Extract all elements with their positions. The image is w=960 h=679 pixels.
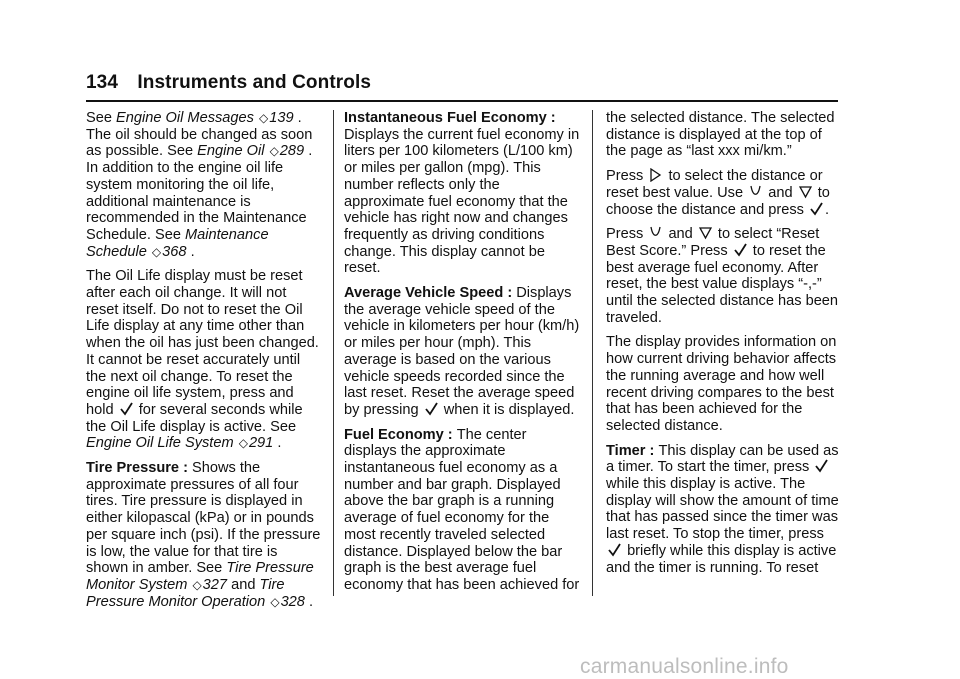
- body-text: The display provides information on how current driving behavior affects the running average and how well recent driving compares to the best that has been achieved for the selected distance.: [606, 334, 837, 434]
- checkmark-icon: [120, 402, 133, 416]
- body-text: and: [227, 576, 260, 593]
- triangle-down-icon: [699, 226, 712, 240]
- paragraph: [606, 226, 842, 326]
- cross-reference[interactable]: Tire Pressure Monitor System: [86, 560, 314, 593]
- page-ref-icon: ◇: [192, 577, 202, 592]
- body-text: briefly while this display is active and the timer is running. To reset: [606, 542, 837, 576]
- body-text: the selected distance. The selected distance is displayed at the top of the page as “last xxx mi/km.”: [606, 110, 835, 160]
- body-text: Displays the average vehicle speed of the vehicle in kilometers per hour (km/h) or miles per hour (mph). This average is based on the various vehicle speeds recorded since the last reset. Reset the average speed by pressing: [344, 285, 580, 418]
- body-text: .: [273, 435, 282, 452]
- paragraph: [606, 443, 842, 577]
- cross-reference[interactable]: Engine Oil: [197, 143, 265, 160]
- body-text: See: [86, 110, 117, 126]
- paragraph: [606, 110, 842, 160]
- body-text: to reset the best average fuel economy. After reset, the best value displays “-,-” until the selected distance has been traveled.: [606, 242, 839, 326]
- body-text: Displays the current fuel economy in liters per 100 kilometers (L/100 km) or miles per gallon (mpg). This number reflects only the approximate fuel economy that the vehicle has right now and changes frequently as driving conditions change. This display cannot be reset.: [344, 126, 580, 277]
- thumbwheel-up-icon: [649, 226, 662, 240]
- term-heading: Timer :: [606, 442, 659, 459]
- body-text: when it is displayed.: [443, 401, 575, 418]
- page-header: [86, 72, 371, 94]
- checkmark-icon: [734, 243, 747, 257]
- body-text: .: [186, 243, 195, 260]
- checkmark-icon: [425, 402, 438, 416]
- page-ref-icon: ◇: [269, 144, 279, 159]
- body-text: The center displays the approximate instantaneous fuel economy as a number and bar graph. Displayed above the bar graph is a running average of fuel economy for the most recently traveled selected distance. Displayed below the bar graph is the best average fuel economy that has been achieved for: [344, 426, 580, 593]
- page-ref-icon: ◇: [151, 244, 162, 259]
- body-text: to choose the distance and press: [606, 184, 830, 218]
- page-reference[interactable]: 139: [269, 110, 294, 126]
- body-text: . The oil should be changed as soon as possible. See: [86, 110, 313, 160]
- paragraph: [344, 110, 580, 277]
- page-ref-icon: ◇: [270, 594, 280, 609]
- thumbwheel-up-icon: [749, 185, 762, 199]
- page-reference[interactable]: 289: [279, 143, 305, 160]
- body-text: Press: [606, 226, 644, 243]
- checkmark-icon: [608, 543, 621, 557]
- column-right: [606, 110, 842, 584]
- page-reference[interactable]: 327: [202, 576, 228, 593]
- paragraph: [86, 110, 322, 260]
- body-text: and: [768, 184, 793, 201]
- column-divider: [592, 110, 593, 596]
- body-text: to select the distance or reset best value. Use: [606, 168, 823, 201]
- body-text: Shows the approximate pressures of all four tires. Tire pressure is displayed in either kilopascal (kPa) or in pounds per square inch (psi). If the pressure is low, the value for that tire is shown in amber. See: [86, 460, 321, 577]
- term-heading: Fuel Economy :: [344, 426, 457, 443]
- page-ref-icon: ◇: [238, 436, 248, 451]
- paragraph: [86, 460, 322, 610]
- paragraph: [344, 285, 580, 419]
- paragraph: [606, 334, 842, 434]
- watermark: carmanualsonline.info: [580, 655, 789, 678]
- cross-reference[interactable]: Engine Oil Messages: [116, 110, 254, 126]
- column-divider: [333, 110, 334, 596]
- page-ref-icon: ◇: [259, 111, 269, 125]
- cross-reference[interactable]: Tire Pressure Monitor Operation: [86, 576, 285, 610]
- body-text: while this display is active. The display will show the amount of time that has passed since the timer was last reset. To stop the timer, press: [606, 476, 839, 543]
- body-text: This display can be used as a timer. To start the timer, press: [606, 442, 839, 476]
- page-reference[interactable]: 328: [280, 593, 305, 610]
- checkmark-icon: [810, 202, 823, 216]
- body-text: The Oil Life display must be reset after each oil change. It will not reset itself. Do not to reset the Oil Life display at any time other than when the oil has just been changed. It cannot be reset accurately until the next oil change. To reset the engine oil life system, press and hold: [86, 268, 319, 418]
- body-text: Press: [606, 168, 644, 185]
- body-text: .: [304, 593, 314, 610]
- body-text: for several seconds while the Oil Life display is active. See: [86, 401, 303, 435]
- page-title: Instruments and Controls: [137, 72, 371, 93]
- term-heading: Tire Pressure :: [86, 460, 192, 477]
- body-text: to select “Reset Best Score.” Press: [606, 226, 820, 259]
- paragraph: [86, 268, 322, 452]
- term-heading: Average Vehicle Speed :: [344, 285, 517, 302]
- paragraph: [606, 168, 842, 218]
- paragraph: [344, 427, 580, 594]
- triangle-down-icon: [799, 185, 812, 199]
- page-reference[interactable]: 368: [162, 243, 187, 260]
- column-middle: [344, 110, 580, 602]
- term-heading: Instantaneous Fuel Economy :: [344, 110, 556, 126]
- cross-reference[interactable]: Maintenance Schedule: [86, 226, 269, 260]
- page-reference[interactable]: 291: [248, 435, 274, 452]
- body-text: . In addition to the engine oil life system monitoring the oil life, additional maintenance is recommended in the Maintenance Schedule. See: [86, 143, 313, 243]
- page-number: 134: [86, 72, 119, 93]
- triangle-right-icon: [649, 168, 662, 182]
- body-text: and: [668, 226, 693, 243]
- checkmark-icon: [815, 459, 828, 473]
- header-rule: [86, 100, 838, 102]
- cross-reference[interactable]: Engine Oil Life System: [86, 435, 234, 452]
- column-left: [86, 110, 322, 618]
- body-text: .: [825, 201, 830, 218]
